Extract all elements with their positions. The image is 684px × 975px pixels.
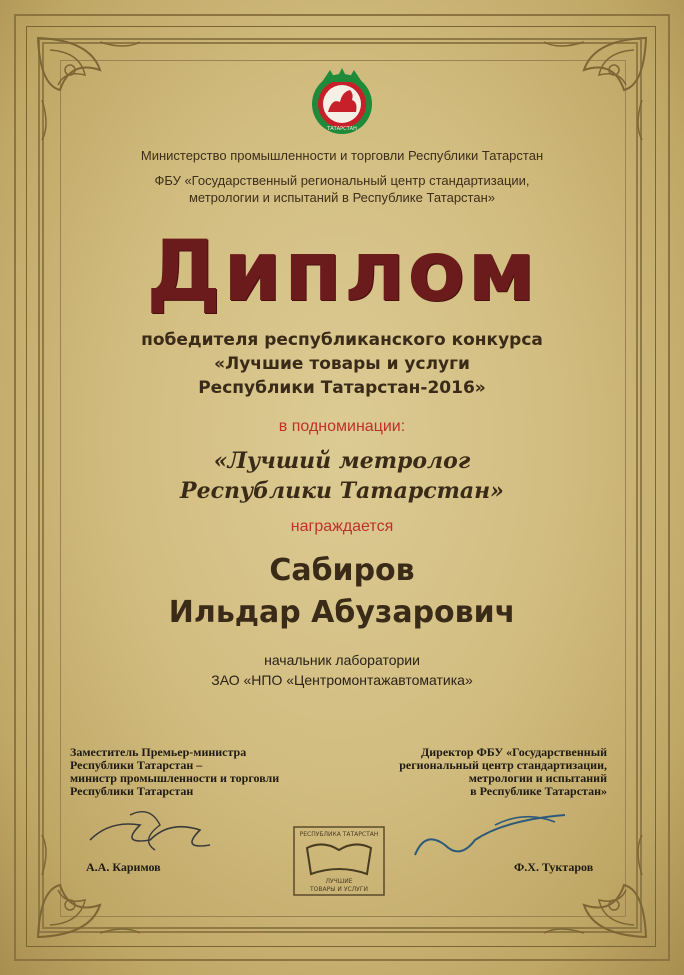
left-signatory-title: Заместитель Премьер-министра Республики Татарстан – министр промышленности и торговли Республики Татарстан [70,745,280,798]
svg-text:ТАТАРСТАН: ТАТАРСТАН [327,126,357,132]
svg-text:РЕСПУБЛИКА ТАТАРСТАН: РЕСПУБЛИКА ТАТАРСТАН [299,831,379,838]
corner-ornament-icon [534,30,654,150]
center-name: ФБУ «Государственный региональный центр стандартизации, метрологии и испытаний в Республике Татарстан» [154,173,530,205]
contest-logo-icon [293,826,385,896]
nomination-name: «Лучший метролог Республики Татарстан» [180,448,504,504]
subnomination-label: в подноминации: [278,418,406,435]
ministry-name: Министерство промышленности и торговли Республики Татарстан [140,148,544,163]
left-signatory-name: А.А. Каримов [86,860,161,874]
right-signatory-name: Ф.Х. Туктаров [514,860,594,874]
corner-ornament-icon [30,30,150,150]
awarded-label: награждается [290,518,394,535]
tatarstan-emblem-icon [302,62,382,142]
diploma-title: Диплом [146,222,538,320]
recipient-name: Сабиров Ильдар Абузарович [168,553,516,630]
svg-text:ЛУЧШИЕ: ЛУЧШИЕ [325,878,353,885]
contest-description: победителя республиканского конкурса «Лучшие товары и услуги Республики Татарстан-2016» [141,330,543,398]
svg-text:ТОВАРЫ И УСЛУГИ: ТОВАРЫ И УСЛУГИ [310,886,368,893]
left-signature-icon [80,800,220,860]
right-signatory-title: Директор ФБУ «Государственный региональный центр стандартизации, метрологии и испытаний в Республике Татарстан» [399,745,607,798]
recipient-position: начальник лаборатории ЗАО «НПО «Центромонтажавтоматика» [211,652,473,688]
